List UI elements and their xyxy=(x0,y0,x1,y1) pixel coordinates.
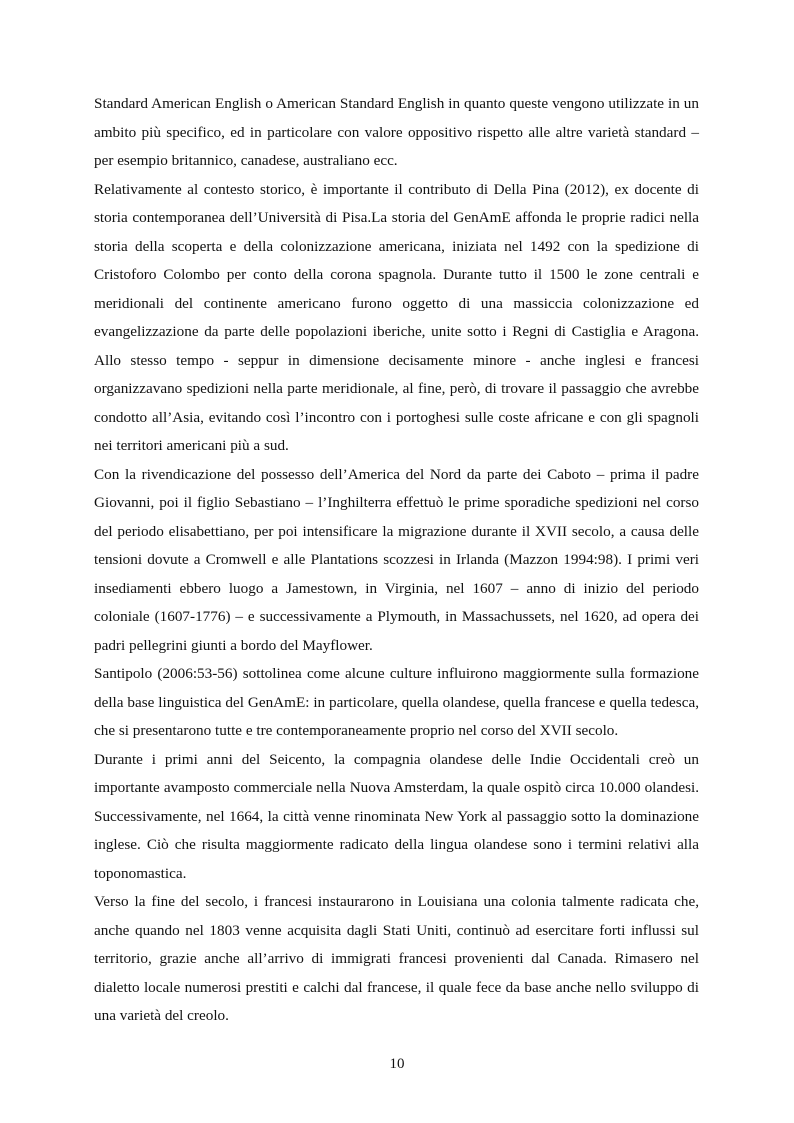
page-number: 10 xyxy=(389,1056,405,1072)
paragraph-cultural-influences: Santipolo (2006:53-56) sottolinea come alcune culture influirono maggiormente sulla formazione della base linguistica del GenAmE: in particolare, quella olandese, quella francese e quella tedesca, che si presentarono tutte e tre contemporaneamente proprio nel corso del XVII secolo. xyxy=(94,665,699,739)
paragraph-historical-context: Relativamente al contesto storico, è importante il contributo di Della Pina (2012), ex docente di storia contemporanea dell’Università di Pisa.La storia del GenAmE affonda le proprie radici nella storia della scoperta e della colonizzazione americana, iniziata nel 1492 con la spedizione di Cristoforo Colombo per conto della corona spagnola. Durante tutto il 1500 le zone centrali e meridionali del continente americano furono oggetto di una massiccia colonizzazione ed evangelizzazione da parte delle popolazioni iberiche, unite sotto i Regni di Castiglia e Aragona. Allo stesso tempo - seppur in dimensione decisamente minore - anche inglesi e francesi organizzavano spedizioni nella parte meridionale, al fine, però, di trovare il passaggio che avrebbe condotto all’Asia, evitando così l’incontro con i portoghesi sulle coste africane e con gli spagnoli nei territori americani più a sud. xyxy=(94,180,699,454)
paragraph-english-colonization: Con la rivendicazione del possesso dell’America del Nord da parte dei Caboto – prima il padre Giovanni, poi il figlio Sebastiano – l’Inghilterra effettuò le prime sporadiche spedizioni nel corso del periodo elisabettiano, per poi intensificare la migrazione durante il XVII secolo, a causa delle tensioni dovute a Cromwell e alle Plantations scozzesi in Irlanda (Mazzon 1994:98). I primi veri insediamenti ebbero luogo a Jamestown, in Virginia, nel 1607 – anno di inizio del periodo coloniale (1607-1776) – e successivamente a Plymouth, in Massachussets, nel 1620, ad opera dei padri pellegrini giunti a bordo del Mayflower. xyxy=(94,465,699,654)
body-text xyxy=(94,90,699,1031)
paragraph-standard-varieties: Standard American English o American Standard English in quanto queste vengono utilizzate in un ambito più specifico, ed in particolare con valore oppositivo rispetto alle altre varietà standard – per esempio britannico, canadese, australiano ecc. xyxy=(94,95,699,169)
paragraph-dutch-influence: Durante i primi anni del Seicento, la compagnia olandese delle Indie Occidentali creò un importante avamposto commerciale nella Nuova Amsterdam, la quale ospitò circa 10.000 olandesi. Successivamente, nel 1664, la città venne rinominata New York al passaggio sotto la dominazione inglese. Ciò che risulta maggiormente radicato della lingua olandese sono i termini relativi alla toponomastica. xyxy=(94,750,699,882)
paragraph-french-influence: Verso la fine del secolo, i francesi instaurarono in Louisiana una colonia talmente radicata che, anche quando nel 1803 venne acquisita dagli Stati Uniti, continuò ad esercitare forti influssi sul territorio, grazie anche all’arrivo di immigrati francesi provenienti dal Canada. Rimasero nel dialetto locale numerosi prestiti e calchi dal francese, il quale fece da base anche nello sviluppo di una varietà del creolo. xyxy=(94,893,699,1024)
